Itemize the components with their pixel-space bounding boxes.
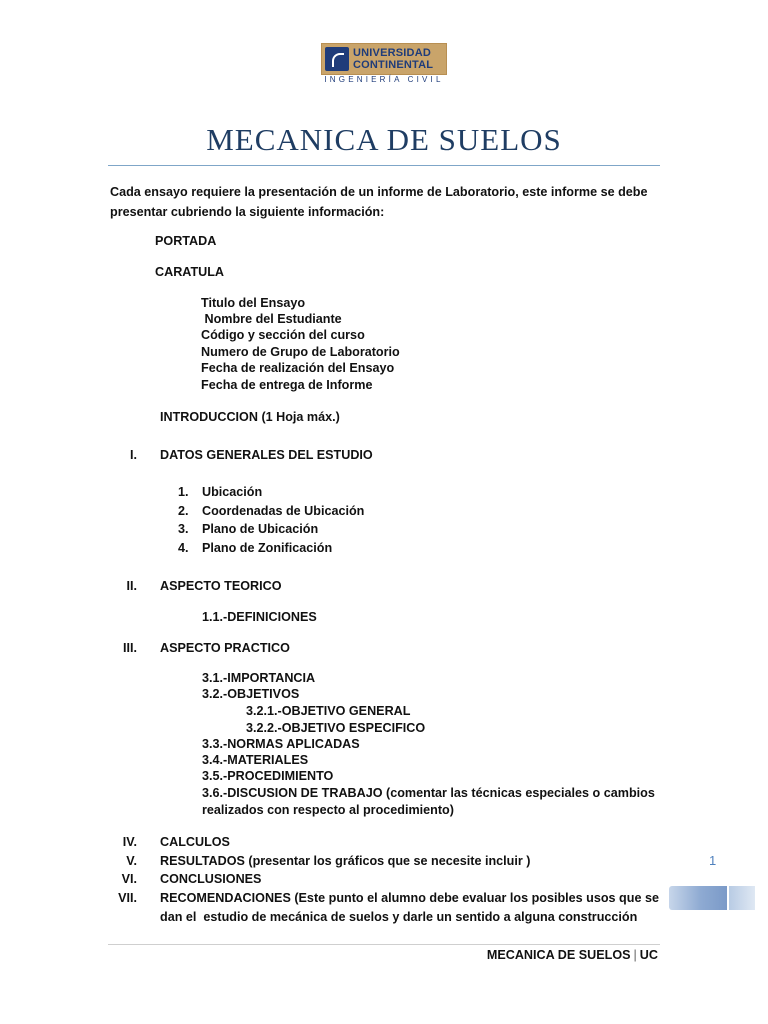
section-number: VI. xyxy=(121,872,137,886)
intro-paragraph: Cada ensayo requiere la presentación de un informe de Laboratorio, este informe se debe presentar cubriendo la siguiente información: xyxy=(110,185,648,219)
section-number: V. xyxy=(126,854,137,868)
caratula-item: Nombre del Estudiante xyxy=(201,312,342,326)
section-number: VII. xyxy=(118,891,137,905)
page-number: 1 xyxy=(709,853,717,868)
title-divider xyxy=(108,165,660,166)
caratula-item: Fecha de entrega de Informe xyxy=(201,378,373,392)
sub-item: 3.5.-PROCEDIMIENTO xyxy=(202,769,334,783)
list-item-number: 4. xyxy=(178,541,189,555)
section-title: ASPECTO PRACTICO xyxy=(160,641,290,655)
section-title-continued: dan el estudio de mecánica de suelos y darle un sentido a alguna construcción xyxy=(160,910,638,924)
portada-heading: PORTADA xyxy=(155,234,217,248)
section-title: CONCLUSIONES xyxy=(160,872,262,886)
list-item: Coordenadas de Ubicación xyxy=(202,504,365,518)
sub-item: 3.6.-DISCUSION DE TRABAJO (comentar las técnicas especiales o cambios xyxy=(202,786,655,800)
list-item: Plano de Zonificación xyxy=(202,541,333,555)
university-logo xyxy=(321,43,447,75)
page-corner-decoration xyxy=(729,886,755,910)
list-item: Plano de Ubicación xyxy=(202,522,319,536)
section-title: ASPECTO TEORICO xyxy=(160,579,282,593)
sub-item-continued: realizados con respecto al procedimiento) xyxy=(202,803,454,817)
section-number: I. xyxy=(130,448,137,462)
page-footer xyxy=(487,948,658,962)
caratula-item: Numero de Grupo de Laboratorio xyxy=(201,345,400,359)
logo-line2: CONTINENTAL xyxy=(353,59,434,71)
footer-separator: | xyxy=(633,948,637,962)
caratula-item: Titulo del Ensayo xyxy=(201,296,306,310)
sub-sub-item: 3.2.2.-OBJETIVO ESPECIFICO xyxy=(246,721,426,735)
logo-line1: UNIVERSIDAD xyxy=(353,47,431,59)
logo-subtitle: INGENIERÍA CIVIL xyxy=(324,75,444,84)
list-item: Ubicación xyxy=(202,485,263,499)
list-item-number: 3. xyxy=(178,522,189,536)
sub-item: 3.2.-OBJETIVOS xyxy=(202,687,300,701)
footer-divider xyxy=(108,944,660,945)
introduccion-heading: INTRODUCCION (1 Hoja máx.) xyxy=(160,410,340,424)
section-number: IV. xyxy=(122,835,137,849)
list-item-number: 1. xyxy=(178,485,189,499)
sub-item: 3.4.-MATERIALES xyxy=(202,753,309,767)
sub-item: 3.3.-NORMAS APLICADAS xyxy=(202,737,360,751)
caratula-heading: CARATULA xyxy=(155,265,225,279)
caratula-item: Código y sección del curso xyxy=(201,328,365,342)
section-number: II. xyxy=(126,579,137,593)
logo-emblem-icon xyxy=(325,47,349,71)
section-title: DATOS GENERALES DEL ESTUDIO xyxy=(160,448,373,462)
section-title: CALCULOS xyxy=(160,835,230,849)
footer-abbrev: UC xyxy=(639,948,658,962)
list-item-number: 2. xyxy=(178,504,189,518)
sub-item: 1.1.-DEFINICIONES xyxy=(202,610,317,624)
sub-sub-item: 3.2.1.-OBJETIVO GENERAL xyxy=(246,704,411,718)
page-title: MECANICA DE SUELOS xyxy=(206,122,562,157)
page-corner-decoration xyxy=(669,886,727,910)
section-title: RESULTADOS (presentar los gráficos que se necesite incluir ) xyxy=(160,854,531,868)
footer-title: MECANICA DE SUELOS xyxy=(486,948,631,962)
caratula-item: Fecha de realización del Ensayo xyxy=(201,361,395,375)
section-number: III. xyxy=(123,641,137,655)
section-title: RECOMENDACIONES (Este punto el alumno debe evaluar los posibles usos que se xyxy=(160,891,659,905)
sub-item: 3.1.-IMPORTANCIA xyxy=(202,671,316,685)
